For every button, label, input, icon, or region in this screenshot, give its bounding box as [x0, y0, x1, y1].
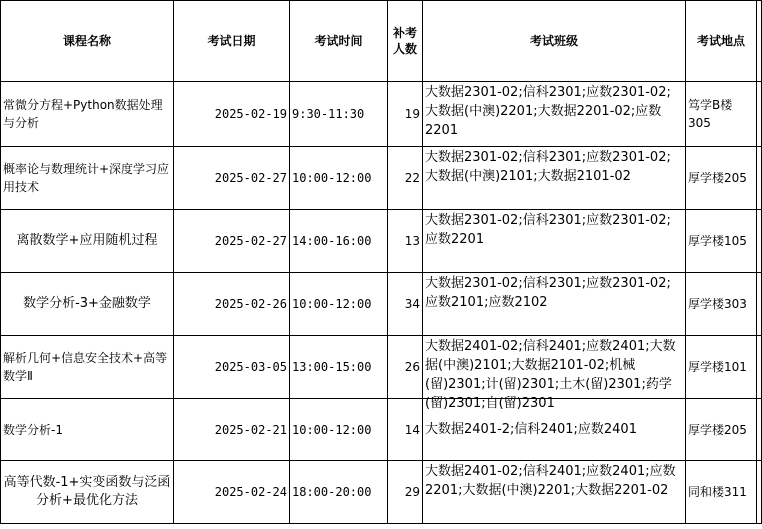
header-overflow-column[interactable]: [757, 1, 762, 82]
cell-classes[interactable]: [423, 210, 686, 273]
cell-course[interactable]: 数学分析-3+金融数学: [1, 273, 174, 336]
cell-time[interactable]: 9:30-11:30: [290, 82, 388, 147]
cell-date[interactable]: 2025-02-27: [174, 147, 290, 210]
cell-classes[interactable]: [423, 273, 686, 336]
cell-count[interactable]: 34: [388, 273, 423, 336]
cell-date[interactable]: 2025-02-21: [174, 399, 290, 461]
table-row: [1, 461, 762, 524]
cell-count[interactable]: 14: [388, 399, 423, 461]
cell-overflow[interactable]: [757, 273, 762, 336]
cell-classes[interactable]: [423, 147, 686, 210]
table-row: [1, 147, 762, 210]
cell-course[interactable]: 解析几何+信息安全技术+高等数学Ⅱ: [1, 336, 174, 399]
header-exam-time[interactable]: 考试时间: [290, 1, 388, 82]
cell-time[interactable]: 10:00-12:00: [290, 273, 388, 336]
cell-course[interactable]: 常微分方程+Python数据处理与分析: [1, 82, 174, 147]
cell-classes[interactable]: [423, 336, 686, 411]
table-row: [1, 336, 762, 399]
cell-classes[interactable]: [423, 461, 686, 524]
cell-count[interactable]: 26: [388, 336, 423, 399]
cell-location[interactable]: 笃学B楼305: [686, 82, 757, 147]
cell-course[interactable]: 高等代数-1+实变函数与泛函分析+最优化方法: [1, 461, 174, 524]
table-row: [1, 273, 762, 336]
cell-overflow[interactable]: [757, 336, 762, 399]
cell-classes-text: 大数据2301-02;信科2301;应数2301-02;大数据(中澳)2201;大数据2201-02;应数2201: [425, 85, 671, 138]
cell-count[interactable]: 29: [388, 461, 423, 524]
cell-location[interactable]: 厚学楼205: [686, 147, 757, 210]
cell-time[interactable]: 14:00-16:00: [290, 210, 388, 273]
cell-classes-text: 大数据2301-02;信科2301;应数2301-02;大数据(中澳)2101;大数据2101-02: [425, 150, 671, 184]
cell-overflow[interactable]: [757, 82, 762, 147]
header-exam-date[interactable]: 考试日期: [174, 1, 290, 82]
header-row: [1, 1, 762, 82]
cell-count[interactable]: 19: [388, 82, 423, 147]
cell-date[interactable]: 2025-02-19: [174, 82, 290, 147]
header-exam-classes[interactable]: 考试班级: [423, 1, 686, 82]
cell-time[interactable]: 13:00-15:00: [290, 336, 388, 399]
cell-location[interactable]: 厚学楼101: [686, 336, 757, 399]
cell-overflow[interactable]: [757, 147, 762, 210]
cell-classes[interactable]: [423, 82, 686, 147]
cell-time[interactable]: 10:00-12:00: [290, 399, 388, 461]
header-course-name[interactable]: 课程名称: [1, 1, 174, 82]
table-row: [1, 210, 762, 273]
cell-time[interactable]: 10:00-12:00: [290, 147, 388, 210]
cell-classes-text: 大数据2401-02;信科2401;应数2401;应数2201;大数据(中澳)2201;大数据2201-02: [425, 464, 676, 498]
cell-classes-text: 大数据2401-2;信科2401;应数2401: [425, 422, 637, 437]
cell-overflow[interactable]: [757, 210, 762, 273]
cell-classes-text: 大数据2301-02;信科2301;应数2301-02;应数2201: [425, 213, 671, 247]
cell-overflow[interactable]: [757, 461, 762, 524]
cell-location[interactable]: 同和楼311: [686, 461, 757, 524]
cell-count[interactable]: 13: [388, 210, 423, 273]
cell-count[interactable]: 22: [388, 147, 423, 210]
cell-date[interactable]: 2025-03-05: [174, 336, 290, 399]
cell-location[interactable]: 厚学楼205: [686, 399, 757, 461]
cell-date[interactable]: 2025-02-27: [174, 210, 290, 273]
header-makeup-count[interactable]: 补考人数: [388, 1, 423, 82]
cell-classes-text: 大数据2401-02;信科2401;应数2401;大数据(中澳)2101;大数据2101-02;机械(留)2301;计(留)2301;土木(留)2301;药学(留)2301;自(留)2301: [425, 339, 676, 411]
cell-course[interactable]: 概率论与数理统计+深度学习应用技术: [1, 147, 174, 210]
cell-location[interactable]: 厚学楼303: [686, 273, 757, 336]
cell-classes-text: 大数据2301-02;信科2301;应数2301-02;应数2101;应数2102: [425, 276, 671, 310]
cell-overflow[interactable]: [757, 399, 762, 461]
table-row: [1, 399, 762, 461]
table-row: [1, 82, 762, 147]
cell-date[interactable]: 2025-02-26: [174, 273, 290, 336]
header-exam-location[interactable]: 考试地点: [686, 1, 757, 82]
cell-course[interactable]: 数学分析-1: [1, 399, 174, 461]
cell-location[interactable]: 厚学楼105: [686, 210, 757, 273]
cell-date[interactable]: 2025-02-24: [174, 461, 290, 524]
cell-time[interactable]: 18:00-20:00: [290, 461, 388, 524]
cell-course[interactable]: 离散数学+应用随机过程: [1, 210, 174, 273]
